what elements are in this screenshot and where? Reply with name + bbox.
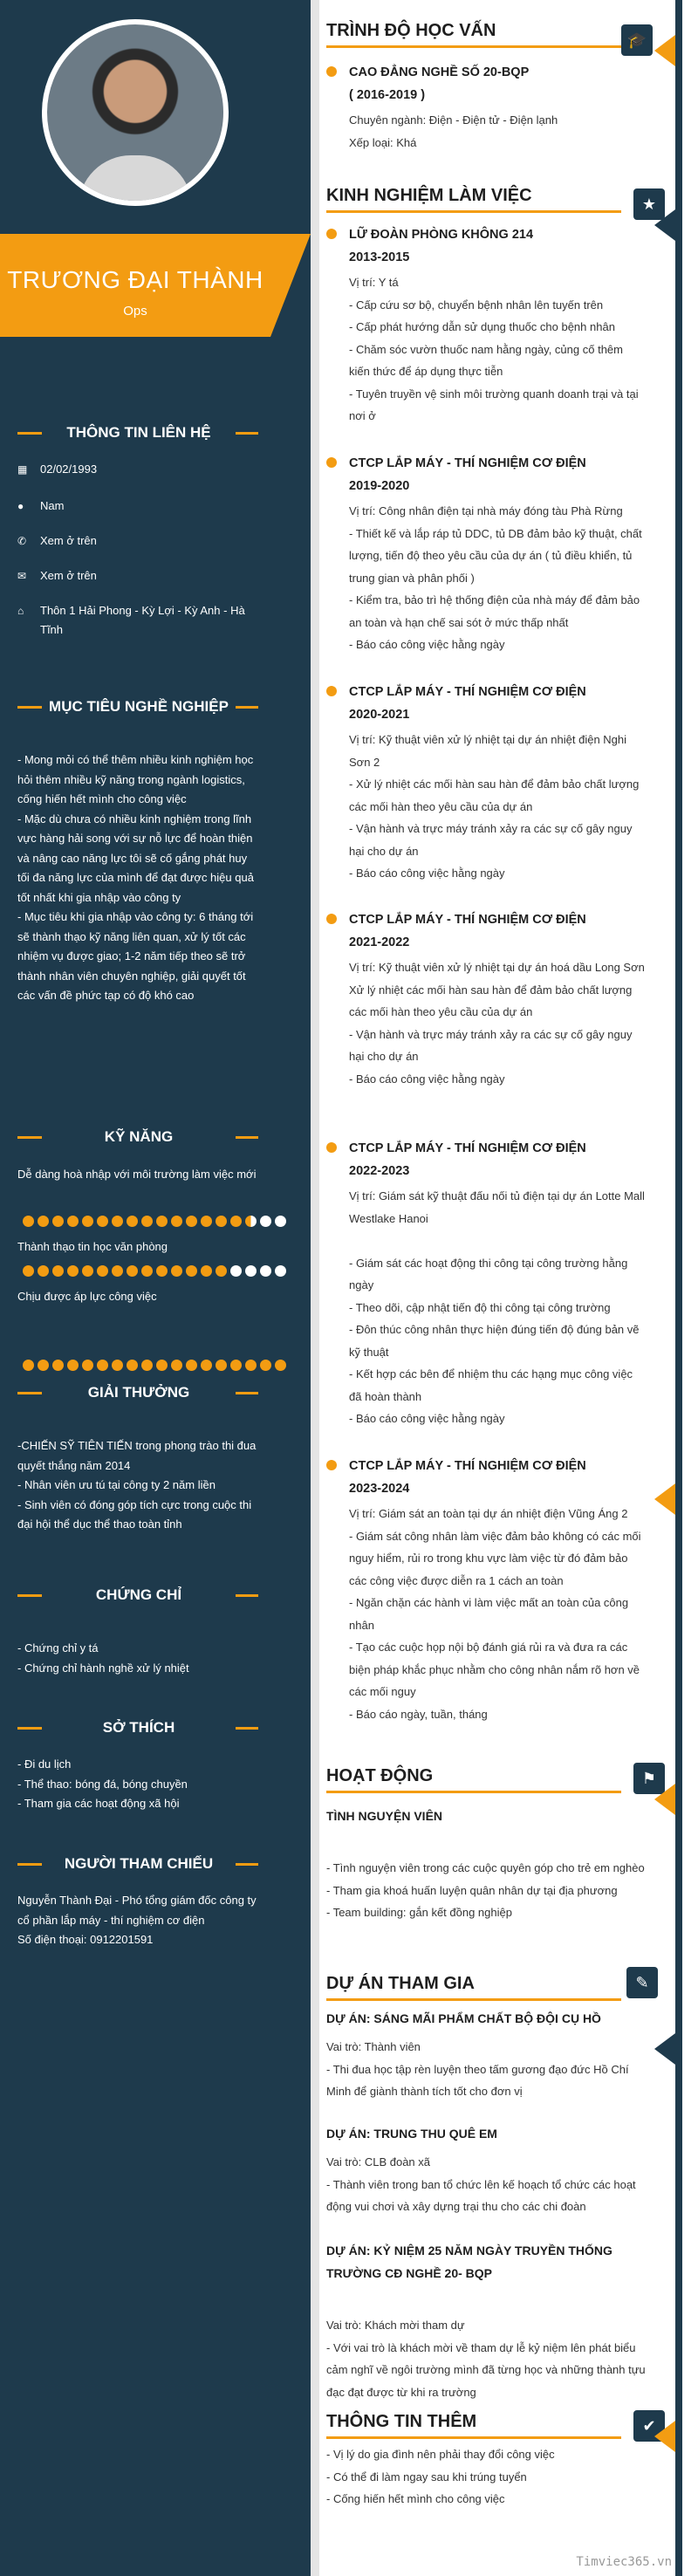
job-title: CTCP LẮP MÁY - THÍ NGHIỆM CƠ ĐIỆN 2021-2022: [326, 908, 614, 954]
project-details: Vai trò: Thành viên - Thi đua học tập rèn luyện theo tấm gương đạo đức Hồ Chí Minh để giành thành tích tốt cho đơn vị: [326, 2040, 629, 2098]
job-details: Vị trí: Giám sát an toàn tại dự án nhiệt điện Vũng Áng 2 - Giám sát công nhân làm việc đảm bảo không có các mối nguy hiểm, rủi ro trong khu vực làm việc từ đó đảm bảo các công việc được diễn ra 1 cách an toàn - Ngăn chặn các hành vi làm việc mất an toàn của công nhân - Tạo các cuộc họp nội bộ đánh giá rủi ra và đưa ra các biện pháp khắc phục nhằm cho công nhân nắm rõ hơn về các mối nguy - Báo cáo ngày, tuần, tháng: [349, 1507, 641, 1721]
skill-rating: [23, 1265, 286, 1277]
activity-title: TÌNH NGUYỆN VIÊN: [326, 1809, 443, 1823]
main-content: [319, 0, 698, 2576]
contact-birthday: ▦ 02/02/1993: [17, 460, 270, 479]
avatar: [42, 19, 229, 206]
job-details: Vị trí: Công nhân điện tại nhà máy đóng tàu Phà Rừng - Thiết kế và lắp ráp tủ DDC, tủ DB đảm bảo kỹ thuật, chất lượng, tiến độ theo yêu cầu của dự án ( tủ điều khiển, tủ trung gian và phân phối ) - Kiểm tra, bảo trì hệ thống điện của nhà máy để đảm bảo an toàn và hạn chế sai sót ở mức thấp nhất - Báo cáo công việc hằng ngày: [349, 504, 642, 651]
contact-address: ⌂ Thôn 1 Hải Phong - Kỳ Lợi - Kỳ Anh - Hà Tĩnh: [17, 601, 270, 640]
education-heading: TRÌNH ĐỘ HỌC VẤN: [326, 21, 496, 40]
skill-label: Chịu được áp lực công việc: [17, 1290, 157, 1303]
experience-heading: KINH NGHIỆM LÀM VIỆC: [326, 186, 532, 205]
hobbies-heading: SỞ THÍCH: [17, 1719, 258, 1737]
hobbies-text: - Đi du lịch - Thể thao: bóng đá, bóng chuyền - Tham gia các hoạt động xã hội: [17, 1757, 188, 1810]
awards-text: -CHIẾN SỸ TIÊN TIẾN trong phong trào thi đua quyết thắng năm 2014 - Nhân viên ưu tú tại công ty 2 năm liền - Sinh viên có đóng góp tích cực trong cuộc thi đại hội thể dục thể thao toàn tỉnh: [17, 1439, 257, 1531]
sidebar-divider: [311, 0, 319, 2576]
section-marker: [654, 1784, 675, 1815]
skill-rating: [23, 1216, 286, 1227]
job-details: Vị trí: Giám sát kỹ thuật đấu nối tủ điện tại dự án Lotte Mall Westlake Hanoi - Giám sát các hoạt động thi công tại công trường hằng ngày - Theo dõi, cập nhật tiến độ thi công tại công trường - Đôn thúc công nhân thực hiện đúng tiến độ đúng bản vẽ kỹ thuật - Kết hợp các bên để nhiệm thu các hạng mục công việc đã hoàn thành - Báo cáo công việc hằng ngày: [349, 1189, 645, 1425]
job-title: LỮ ĐOÀN PHÒNG KHÔNG 214 2013-2015: [326, 223, 614, 269]
contact-gender: ● Nam: [17, 497, 270, 516]
watermark: Timviec365.vn: [576, 2555, 672, 2569]
skill-rating: [23, 1360, 286, 1371]
job-title: CTCP LẮP MÁY - THÍ NGHIỆM CƠ ĐIỆN 2019-2020: [326, 452, 614, 497]
project-details: Vai trò: Khách mời tham dự - Với vai trò là khách mời về tham dự lễ kỷ niệm lên phát biểu cảm nghĩ về ngôi trường mình đã từng học và những thành tựu đạc đạt được từ khi ra trường: [326, 2319, 646, 2399]
job-title: CTCP LẮP MÁY - THÍ NGHIỆM CƠ ĐIỆN 2022-2023: [326, 1137, 614, 1182]
education-entry: CAO ĐẲNG NGHỀ SỐ 20-BQP ( 2016-2019 ): [326, 61, 614, 106]
activity-details: - Tình nguyện viên trong các cuộc quyên góp cho trẻ em nghèo - Tham gia khoá huấn luyện quân nhân dự tại địa phương - Team building: gắn kết đồng nghiệp: [326, 1861, 645, 1919]
user-check-icon: ✔: [633, 2410, 665, 2442]
contact-heading: THÔNG TIN LIÊN HỆ: [17, 424, 258, 442]
job-details: Vị trí: Y tá - Cấp cứu sơ bộ, chuyển bệnh nhân lên tuyến trên - Cấp phát hướng dẫn sử dụng thuốc cho bệnh nhân - Chăm sóc vườn thuốc nam hằng ngày, củng cố thêm kiến thức để áp dụng thực tiễn - Tuyên truyền vệ sinh môi trường quanh doanh trại và tại nơi ở: [349, 276, 639, 422]
name-banner-tail: [270, 234, 311, 337]
project-details: Vai trò: CLB đoàn xã - Thành viên trong ban tổ chức lên kế hoạch tổ chức các hoạt động vui chơi và xây dựng trại thu cho các chi đoàn: [326, 2155, 636, 2213]
section-marker: [654, 2421, 675, 2452]
heading-underline: [326, 2436, 621, 2439]
section-marker: [654, 1483, 675, 1515]
email-icon: ✉: [17, 570, 27, 582]
job-title: CTCP LẮP MÁY - THÍ NGHIỆM CƠ ĐIỆN 2023-2024: [326, 1455, 614, 1500]
references-heading: NGƯỜI THAM CHIẾU: [17, 1855, 258, 1873]
left-sidebar: [0, 0, 311, 2576]
projects-heading: DỰ ÁN THAM GIA: [326, 1974, 475, 1993]
contact-phone: ✆ Xem ở trên: [17, 531, 270, 551]
job-details: Vị trí: Kỹ thuật viên xử lý nhiệt tại dự án hoá dầu Long Sơn Xử lý nhiệt các mối hàn sau hàn để đảm bảo chất lượng các mối hàn theo yêu cầu của dự án - Vận hành và trực máy tránh xảy ra các sự cố gây nguy hại cho dự án - Báo cáo công việc hằng ngày: [349, 961, 645, 1086]
heading-underline: [326, 1791, 621, 1793]
certificates-heading: CHỨNG CHỈ: [17, 1586, 258, 1604]
candidate-name: TRƯƠNG ĐẠI THÀNH: [7, 266, 263, 293]
calendar-icon: ▦: [17, 463, 28, 476]
graduation-cap-icon: 🎓: [621, 24, 653, 56]
activities-heading: HOẠT ĐỘNG: [326, 1766, 434, 1785]
heading-underline: [326, 45, 621, 48]
project-title: DỰ ÁN: TRUNG THU QUÊ EM: [326, 2127, 497, 2141]
references-text: Nguyễn Thành Đại - Phó tổng giám đốc công ty cổ phần lắp máy - thí nghiệm cơ điện Số điện thoại: 0912201591: [17, 1894, 257, 1946]
timeline-spine: [675, 0, 682, 2576]
extra-info-details: - Vị lý do gia đình nên phải thay đổi công việc - Có thể đi làm ngay sau khi trúng tuyển - Cống hiến hết mình cho công việc: [326, 2448, 555, 2505]
project-title: DỰ ÁN: KỶ NIỆM 25 NĂM NGÀY TRUYỀN THỐNG TRƯỜNG CĐ NGHỀ 20- BQP: [326, 2244, 612, 2280]
contact-email: ✉ Xem ở trên: [17, 566, 270, 586]
clipboard-icon: ✎: [626, 1967, 658, 1998]
project-title: DỰ ÁN: SÁNG MÃI PHẨM CHẤT BỘ ĐỘI CỤ HỒ: [326, 2011, 601, 2025]
flag-icon: ⚑: [633, 1763, 665, 1794]
skills-heading: KỸ NĂNG: [17, 1128, 258, 1146]
extra-info-heading: THÔNG TIN THÊM: [326, 2412, 477, 2431]
objective-heading: MỤC TIÊU NGHỀ NGHIỆP: [17, 698, 258, 716]
job-title: CTCP LẮP MÁY - THÍ NGHIỆM CƠ ĐIỆN 2020-2021: [326, 681, 614, 726]
location-icon: ⌂: [17, 605, 24, 617]
phone-icon: ✆: [17, 535, 27, 547]
section-marker: [654, 2033, 675, 2065]
skill-label: Dễ dàng hoà nhập với môi trường làm việc mới: [17, 1168, 257, 1181]
certificates-text: - Chứng chỉ y tá - Chứng chỉ hành nghề xử lý nhiệt: [17, 1641, 189, 1675]
objective-text: - Mong mỏi có thể thêm nhiều kinh nghiệm học hỏi thêm nhiều kỹ năng trong ngành logistics, cống hiến hết mình cho công việc - Mặc dù chưa có nhiều kinh nghiệm trong lĩnh vực hàng hải song với sự nỗ lực để hoàn thiện và nâng cao năng lực tôi sẽ cố gắng phát huy tối đa năng lực của mình để đạt được hiệu quả tốt nhất khi gia nhập vào công ty - Mục tiêu khi gia nhập vào công ty: 6 tháng tới sẽ thành thạo kỹ năng liên quan, xử lý tốt các nhiệm vụ được giao; 1-2 năm tiếp theo sẽ trở thành nhân viên chuyên nghiệp, giải quyết tốt các vấn đề phức tạp có độ khó cao: [17, 753, 254, 1002]
heading-underline: [326, 210, 621, 213]
heading-underline: [326, 1998, 621, 2001]
candidate-role: Ops: [123, 304, 147, 319]
job-details: Vị trí: Kỹ thuật viên xử lý nhiệt tại dự án nhiệt điện Nghi Sơn 2 - Xử lý nhiệt các mối hàn sau hàn để đảm bảo chất lượng các mối hàn theo yêu cầu của dự án - Vận hành và trực máy tránh xảy ra các sự cố gây nguy hại cho dự án - Báo cáo công việc hằng ngày: [349, 733, 640, 880]
skill-label: Thành thạo tin học văn phòng: [17, 1240, 168, 1253]
section-marker: [654, 209, 675, 241]
person-icon: ●: [17, 500, 24, 512]
awards-heading: GIẢI THƯỞNG: [17, 1384, 258, 1401]
section-marker: [654, 35, 675, 66]
education-details: Chuyên ngành: Điện - Điện tử - Điện lạnh Xếp loại: Khá: [349, 113, 558, 149]
briefcase-icon: ★: [633, 188, 665, 220]
